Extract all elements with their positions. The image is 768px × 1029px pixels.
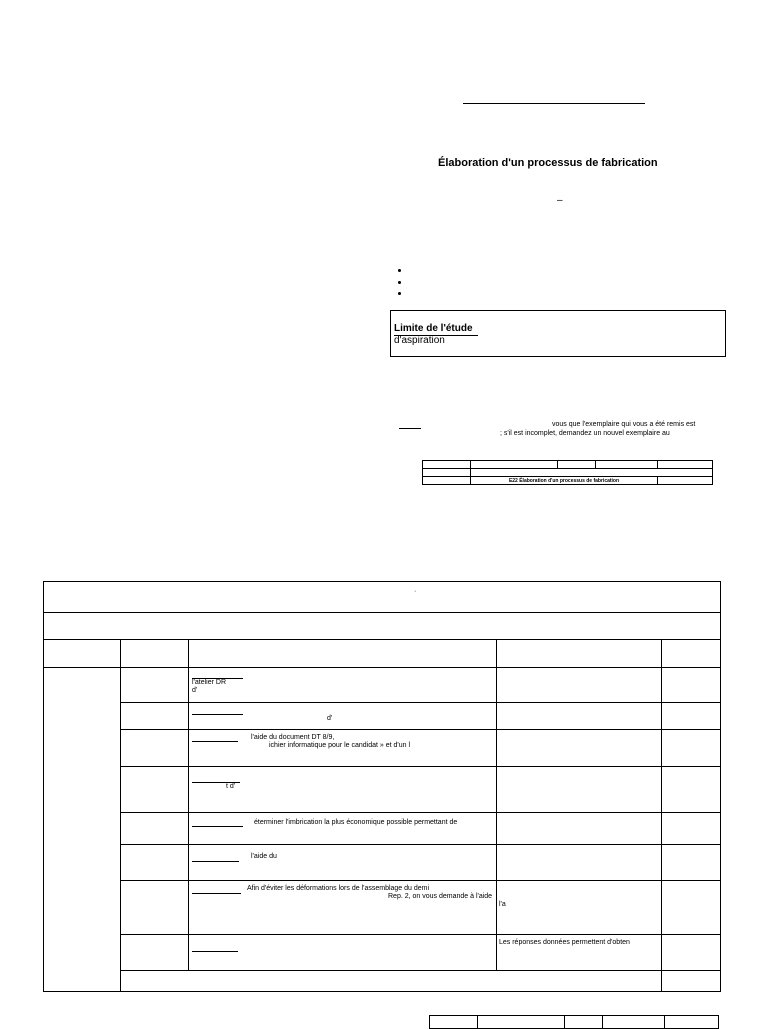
study-limit-box (390, 310, 726, 357)
study-limit-text: d'aspiration (394, 335, 445, 346)
table-header-row (44, 640, 721, 668)
table-row (44, 935, 721, 971)
questions-table (43, 581, 721, 992)
page-title: Élaboration d'un processus de fabrication (438, 157, 658, 169)
instruction-line-1: vous que l'exemplaire qui vous a été remis est (552, 421, 696, 428)
row3-text-b: ichier informatique pour le candidat » et d'un l (269, 742, 411, 749)
table-footer-row (44, 971, 721, 992)
row2-text-a: d' (327, 715, 333, 722)
table-row (44, 813, 721, 845)
row1-text-a: l'atelier DR (192, 679, 227, 686)
subject-cell: E22 Élaboration d'un processus de fabrication (471, 477, 658, 485)
answer-line (192, 861, 239, 862)
answer-line (192, 714, 243, 715)
table-row (44, 881, 721, 935)
row8-text-c: Les réponses données permettent d'obten (499, 939, 630, 946)
table-row (44, 730, 721, 767)
row6-text-a: l'aide du (251, 853, 277, 860)
row7-text-a: Afin d'éviter les déformations lors de l'assemblage du demi (247, 885, 430, 892)
row7-text-c: l'a (499, 901, 506, 908)
row4-text-a: t d' (226, 783, 236, 790)
answer-line (192, 951, 238, 952)
answer-line (192, 741, 238, 742)
bottom-header-table (429, 1015, 719, 1029)
instruction-line-2: ; s'il est incomplet, demandez un nouvel exemplaire au (500, 430, 670, 437)
table-row (44, 767, 721, 813)
row7-text-b: Rep. 2, on vous demande à l'aide (388, 893, 493, 900)
answer-line (192, 893, 241, 894)
dash-mark: – (557, 195, 563, 206)
row5-text-a: éterminer l'imbrication la plus économique possible permettant de (254, 819, 458, 826)
row3-text-a: l'aide du document DT 8/9, (251, 734, 335, 741)
table-row (44, 668, 721, 703)
bullet-3 (398, 292, 401, 295)
top-rule (463, 103, 645, 104)
table-subtitle-row (44, 613, 721, 640)
instruction-rule (399, 428, 421, 429)
table-title-mark: · (414, 588, 417, 595)
table-row (44, 703, 721, 730)
answer-line (192, 826, 243, 827)
bullet-2 (398, 281, 401, 284)
table-title-row (44, 582, 721, 613)
study-limit-title: Limite de l'étude (394, 323, 473, 334)
table-row (44, 845, 721, 881)
row1-text-b: d' (192, 687, 198, 694)
bullet-1 (398, 269, 401, 272)
exam-header-table (422, 460, 713, 485)
